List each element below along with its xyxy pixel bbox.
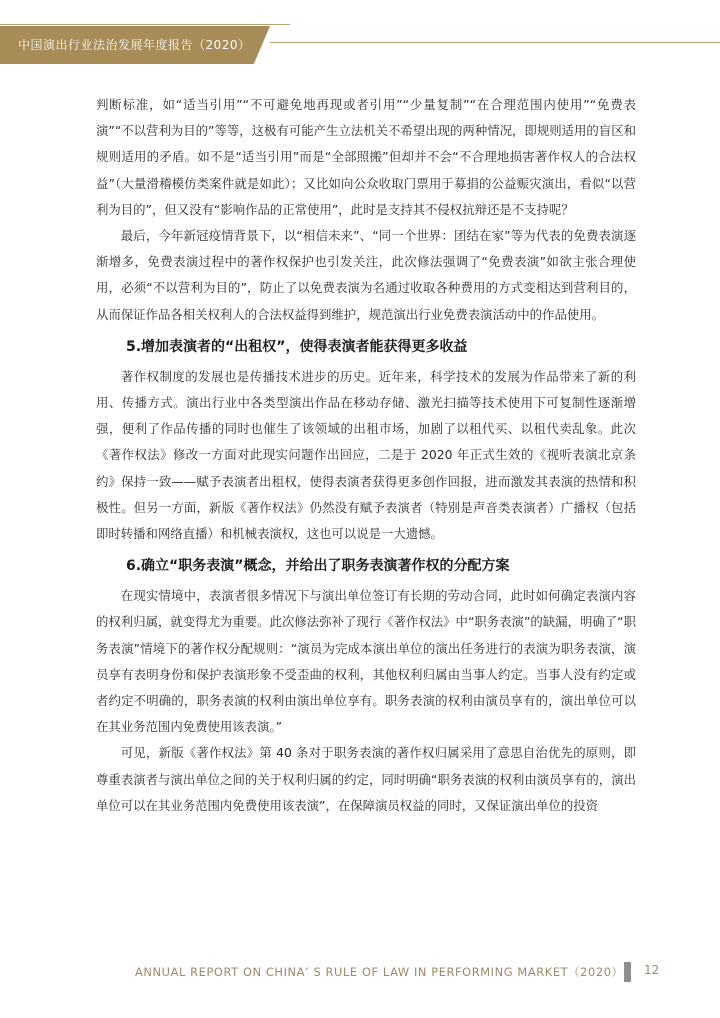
section-heading-rental-right: 5.增加表演者的“出租权”，使得表演者能获得更多收益 — [126, 338, 468, 355]
paragraph-job-performance: 在现实情境中，表演者很多情况下与演出单位签订有长期的劳动合同，此时如何确定表演内容的权利归属，就变得尤为重要。此次修法弥补了现行《著作权法》中“职务表演”的缺漏，明确了“职务表演”情境下的著作权分配规则：“演员为完成本演出单位的演出任务进行的表演为职务表演，演员享有表明身份和保护表演形象不受歪曲的权利，其他权利归属由当事人约定。当事人没有约定或者约定不明确的，职务表演的权利由演出单位享有。职务表演的权利由演员享有的，演出单位可以在其业务范围内免费使用该表演。” — [96, 588, 636, 735]
header-rule — [270, 42, 720, 43]
footer-bar — [624, 962, 631, 982]
paragraph-continued: 判断标准，如“适当引用”“不可避免地再现或者引用”“少量复制”“在合理范围内使用”“免费表演”“不以营利为目的”等等，这极有可能产生立法机关不希望出现的两种情况，即规则适用的盲区和规则适用的矛盾。如不是“适当引用”而是“全部照搬”但却并不会“不合理地损害著作权人的合法权益”（大量滑稽模仿类案件就是如此）；又比如向公众收取门票用于募捐的公益赈灾演出，看似“以营利为目的”，但又没有“影响作品的正常使用”，此时是支持其不侵权抗辩还是不支持呢？ — [96, 97, 636, 217]
section-heading-job-performance: 6.确立“职务表演”概念，并给出了职务表演著作权的分配方案 — [126, 558, 510, 575]
paragraph-rental-right: 著作权制度的发展也是传播技术进步的历史。近年来，科学技术的发展为作品带来了新的利用、传播方式。演出行业中各类型演出作品在移动存储、激光扫描等技术使用下可复制性逐渐增强，便利了作品传播的同时也催生了该领域的出租市场，加剧了以租代买、以租代卖乱象。此次《著作权法》修改一方面对此现实问题作出回应，二是于 2020 年正式生效的《视听表演北京条约》保持一致——赋予表演者出租权，使得表演者获得更多创作回报，进而激发其表演的热情和积极性。但另一方面，新版《著作权法》仍然没有赋予表演者（特别是声音类表演者）广播权（包括即时转播和网络直播）和机械表演权，这也可以说是一大遗憾。 — [96, 368, 636, 542]
page-body — [96, 92, 636, 819]
footer-report-title: ANNUAL REPORT ON CHINA’ S RULE OF LAW IN PERFORMING MARKET（2020） — [135, 965, 624, 979]
running-header-title: 中国演出行业法治发展年度报告（2020） — [18, 38, 251, 52]
header-top-rule — [0, 24, 290, 25]
paragraph-free-performance: 最后，今年新冠疫情背景下，以“相信未来”、“同一个世界：团结在家”等为代表的免费表演逐渐增多，免费表演过程中的著作权保护也引发关注，此次修法强调了“免费表演”如欲主张合理使用，必须“不以营利为目的”，防止了以免费表演为名通过收取各种费用的方式变相达到营利目的，从而保证作品各相关权利人的合法权益得到维护，规范演出行业免费表演活动中的作品使用。 — [96, 228, 636, 322]
page-number: 12 — [644, 963, 660, 977]
paragraph-article-40: 可见，新版《著作权法》第 40 条对于职务表演的著作权归属采用了意思自治优先的原则，即尊重表演者与演出单位之间的关于权利归属的约定，同时明确“职务表演的权利由演员享有的，演出单位可以在其业务范围内免费使用该表演”，在保障演员权益的同时，又保证演出单位的投资 — [96, 745, 636, 813]
